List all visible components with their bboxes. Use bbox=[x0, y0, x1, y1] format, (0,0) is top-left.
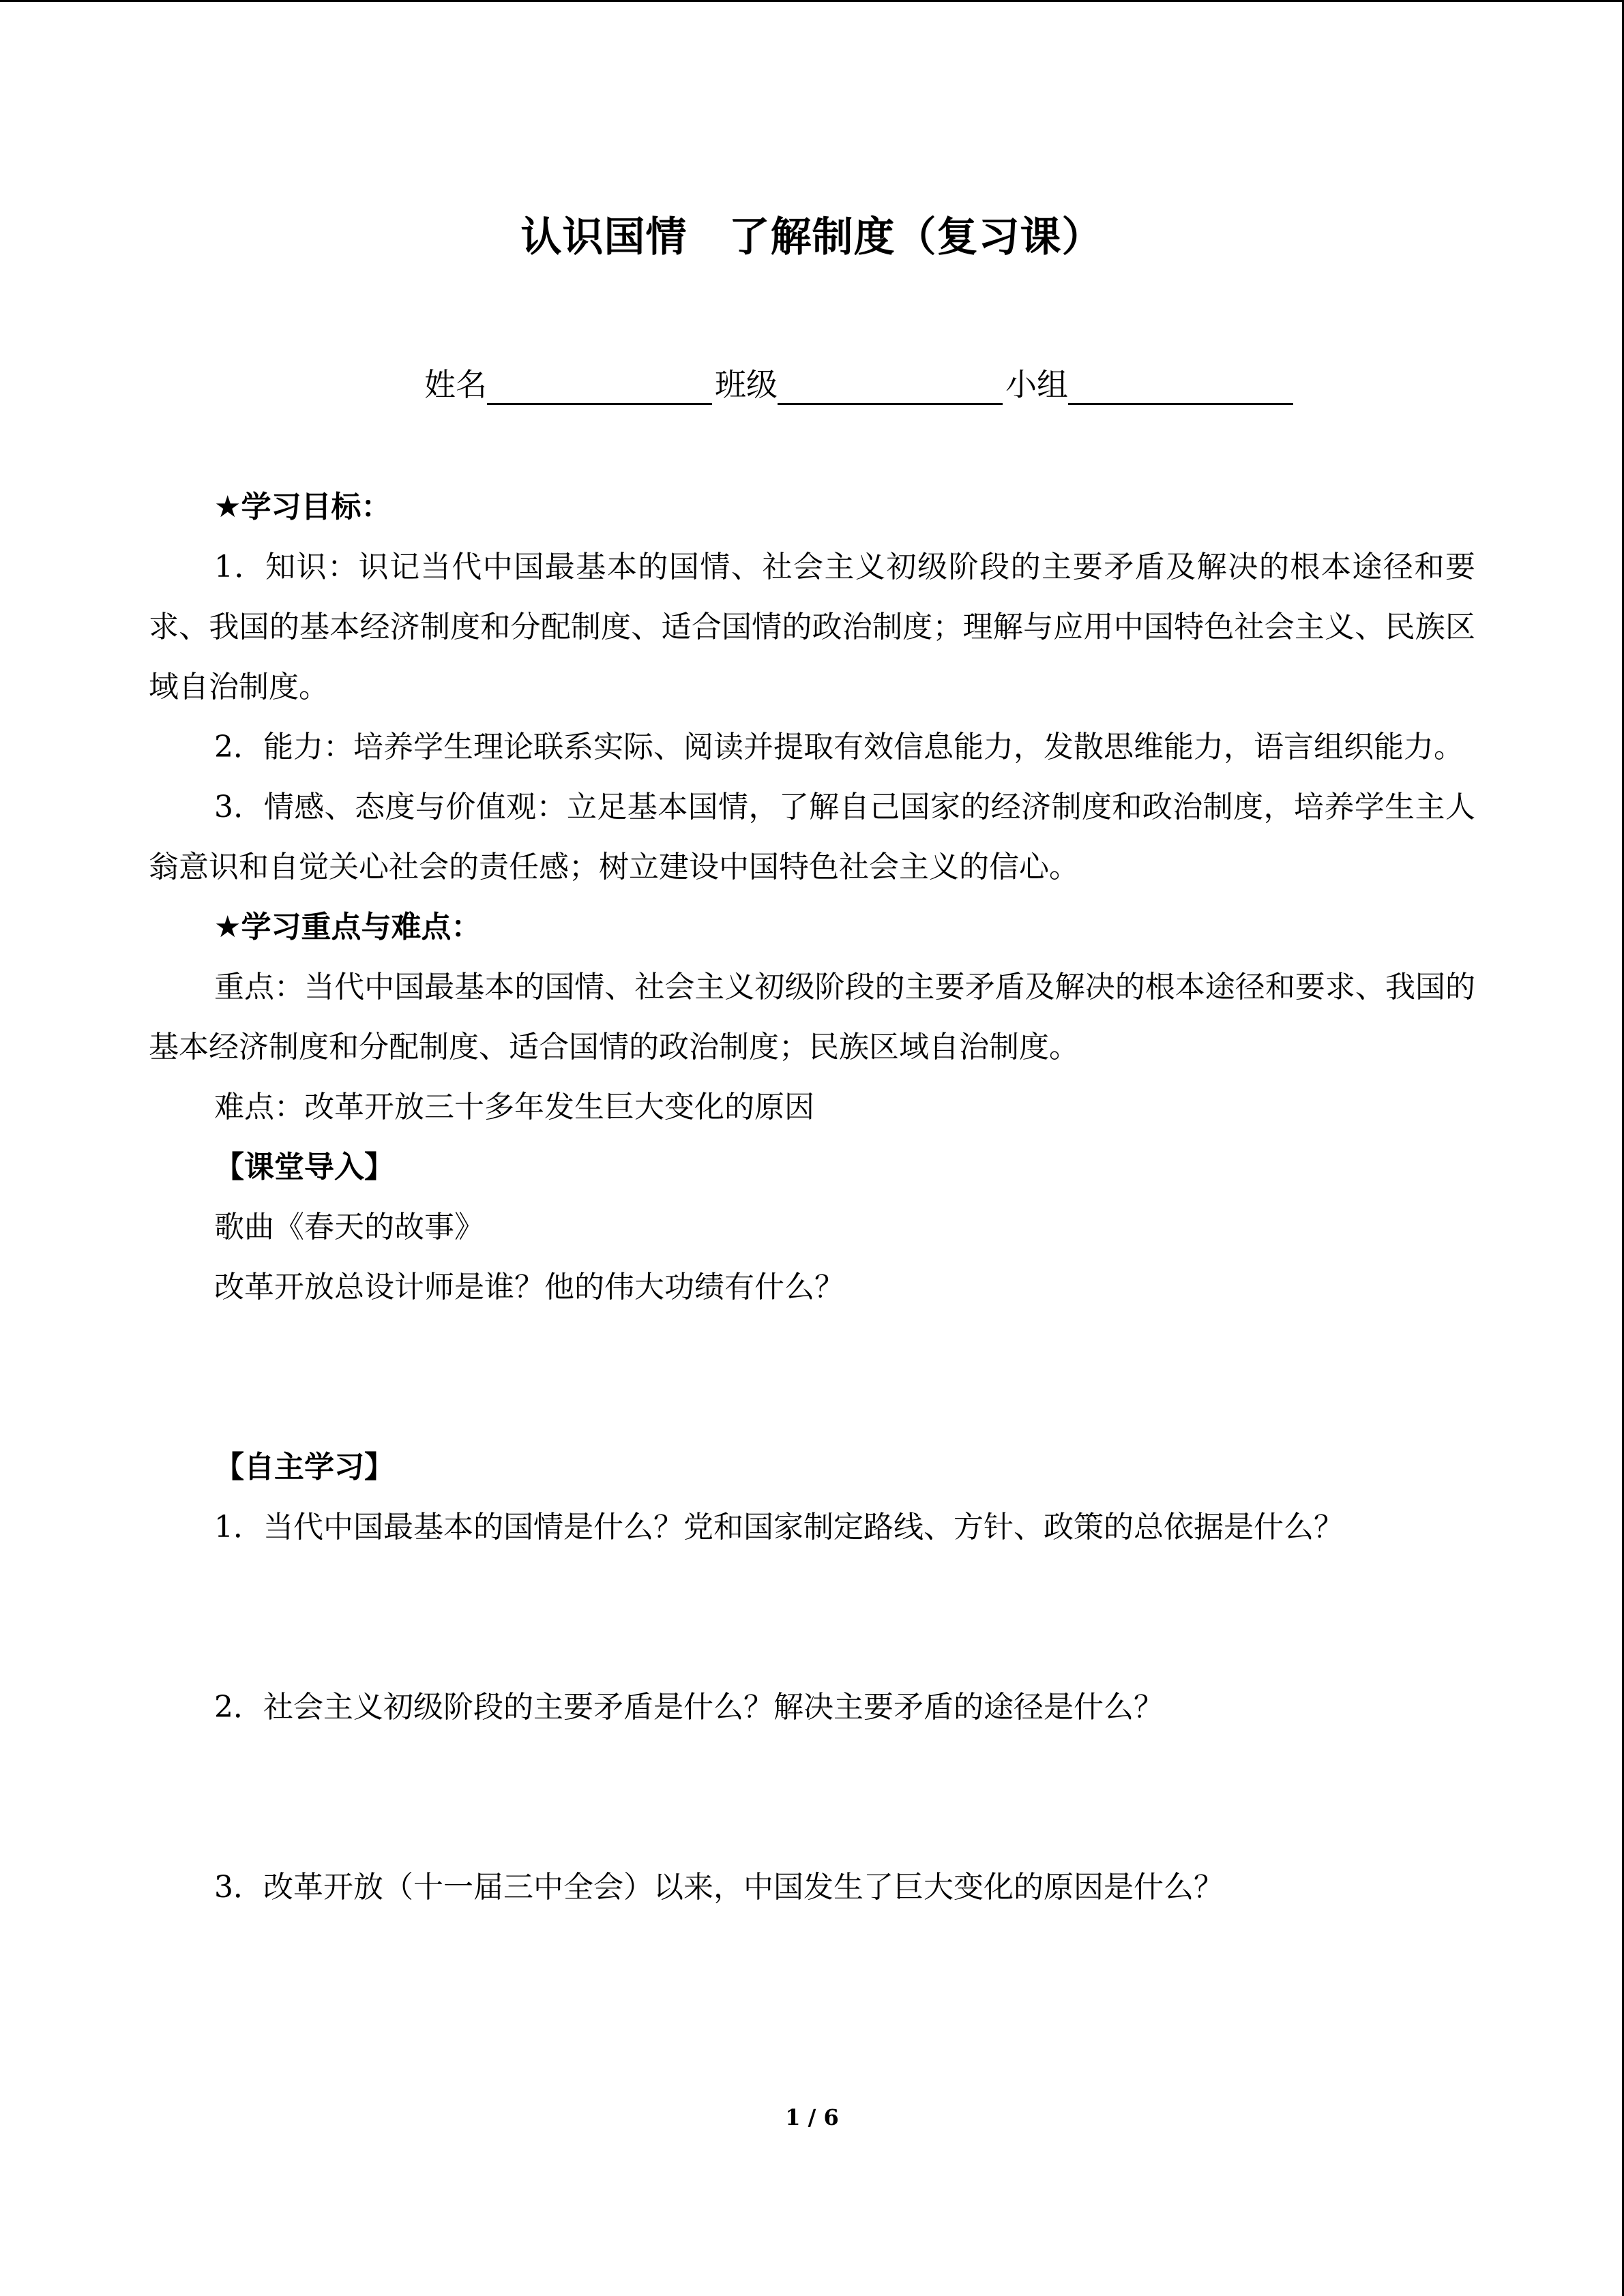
difficulty-text: 难点：改革开放三十多年发生巨大变化的原因 bbox=[214, 1090, 814, 1124]
self-study-heading: 【自主学习】 bbox=[214, 1450, 394, 1485]
group-blank[interactable] bbox=[1068, 368, 1293, 405]
self-study-question: 2．社会主义初级阶段的主要矛盾是什么？解决主要矛盾的途径是什么？ bbox=[214, 1690, 1164, 1725]
page-number: 1 / 6 bbox=[785, 2104, 839, 2130]
document-title: 认识国情 了解制度（复习课） bbox=[520, 213, 1104, 261]
objective-item: 2．能力：培养学生理论联系实际、阅读并提取有效信息能力，发散思维能力，语言组织能力。 bbox=[214, 730, 1464, 764]
answer-space bbox=[149, 1317, 1475, 1437]
document-body bbox=[149, 477, 1475, 1918]
page-border bbox=[0, 0, 1624, 2]
intro-song: 歌曲《春天的故事》 bbox=[214, 1210, 484, 1244]
class-blank[interactable] bbox=[778, 368, 1003, 405]
objective-item: 1．知识：识记当代中国最基本的国情、社会主义初级阶段的主要矛盾及解决的根本途径和要求、我国的基本经济制度和分配制度、适合国情的政治制度；理解与应用中国特色社会主义、民族区域自治制度。 bbox=[149, 550, 1475, 704]
intro-question: 改革开放总设计师是谁？他的伟大功绩有什么？ bbox=[214, 1270, 844, 1304]
answer-space bbox=[149, 1557, 1475, 1678]
objective-item: 3．情感、态度与价值观：立足基本国情，了解自己国家的经济制度和政治制度，培养学生主人翁意识和自觉关心社会的责任感；树立建设中国特色社会主义的信心。 bbox=[149, 790, 1475, 884]
self-study-question: 3．改革开放（十一届三中全会）以来，中国发生了巨大变化的原因是什么？ bbox=[214, 1870, 1224, 1905]
intro-heading: 【课堂导入】 bbox=[214, 1150, 394, 1184]
key-points-heading: ★学习重点与难点： bbox=[214, 910, 482, 944]
class-label: 班级 bbox=[715, 366, 778, 403]
group-label: 小组 bbox=[1005, 366, 1068, 403]
name-label: 姓名 bbox=[424, 366, 487, 403]
objectives-heading: ★学习目标： bbox=[214, 490, 392, 524]
self-study-question: 1．当代中国最基本的国情是什么？党和国家制定路线、方针、政策的总依据是什么？ bbox=[214, 1510, 1344, 1545]
focus-text: 重点：当代中国最基本的国情、社会主义初级阶段的主要矛盾及解决的根本途径和要求、我国的基本经济制度和分配制度、适合国情的政治制度；民族区域自治制度。 bbox=[149, 970, 1475, 1064]
student-info-line bbox=[424, 360, 1296, 405]
name-blank[interactable] bbox=[487, 368, 712, 405]
answer-space bbox=[149, 1738, 1475, 1858]
